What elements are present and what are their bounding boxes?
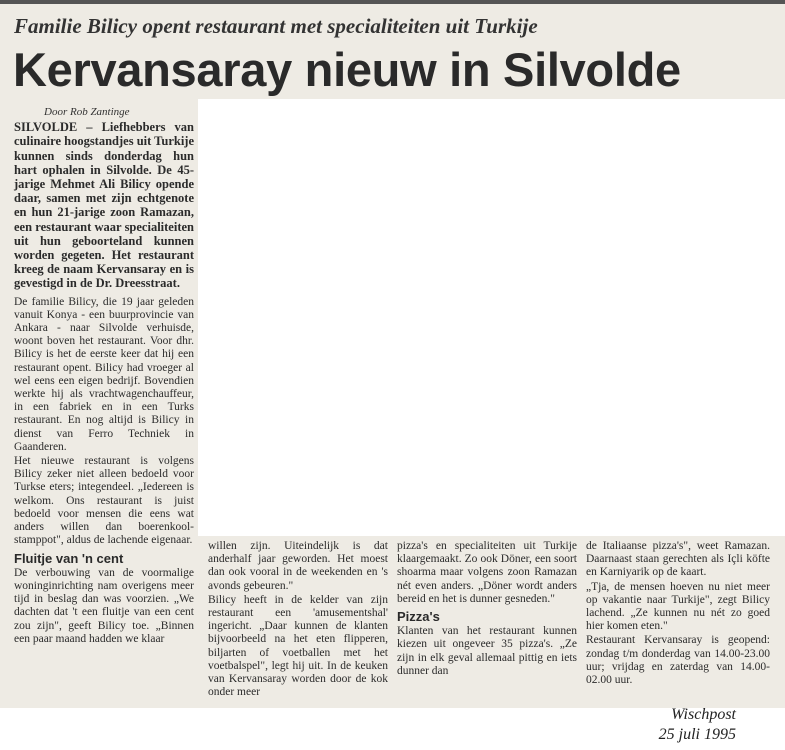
article-byline: Door Rob Zantinge bbox=[44, 106, 130, 118]
article-headline: Kervansaray nieuw in Silvolde bbox=[13, 43, 681, 96]
paragraph: pizza's en specialiteiten uit Turkije klaargemaakt. Zo ook Döner, een soort shoarma maar volgens zoon Ramazan nét even anders. „Döner wordt anders bereid en het is dunner gesneden." bbox=[397, 540, 577, 605]
publication-date: 25 juli 1995 bbox=[658, 726, 736, 743]
article-kicker: Familie Bilicy opent restaurant met specialiteiten uit Turkije bbox=[14, 14, 538, 38]
paragraph: de Italiaanse pizza's", weet Ramazan. Daarnaast staan gerechten als Içli köfte en Karniyarik op de kaart. bbox=[586, 540, 770, 579]
column-3 bbox=[397, 540, 577, 678]
paragraph: De familie Bilicy, die 19 jaar geleden vanuit Konya - een buurprovincie van Ankara - naar Silvolde verhuisde, woont boven het restaurant. Voor dhr. Bilicy is het de eerste keer dat hij een restaurant opent. Bilicy had vroeger al wel eens een eigen bedrijf. Bovendien werkte hij als vrachtwagenchauffeur, in een fabriek en in een Turks restaurant. En nog altijd is Bilicy in dienst van Ferro Techniek in Gaanderen. bbox=[14, 295, 194, 453]
paragraph: Klanten van het restaurant kunnen kiezen uit ongeveer 35 pizza's. „Ze zijn in elk geval allemaal pittig en iets dunner dan bbox=[397, 625, 577, 677]
paragraph: Restaurant Kervansaray is geopend: zondag t/m donderdag van 14.00-23.00 uur; vrijdag en zaterdag van 14.00-02.00 uur. bbox=[586, 634, 770, 687]
newspaper-name: Wischpost bbox=[671, 706, 736, 723]
paragraph: De verbouwing van de voormalige woninginrichting nam overigens meer tijd in beslag dan was voorzien. „We dachten dat 't een fluitje van een cent zou zijn", geeft Bilicy toe. „Binnen een paar maand hadden we klaar bbox=[14, 566, 194, 645]
source-caption bbox=[626, 705, 736, 745]
subheading-pizzas: Pizza's bbox=[397, 609, 440, 625]
subheading-fluitje: Fluitje van 'n cent bbox=[14, 550, 124, 566]
column-4 bbox=[586, 540, 770, 687]
paragraph: willen zijn. Uiteindelijk is dat anderhalf jaar geworden. Het moest dan ook vooral in de weekenden en 's avonds gebeuren." bbox=[208, 540, 388, 592]
paragraph: Het nieuwe restaurant is volgens Bilicy zeker niet alleen bedoeld voor Turkse eters; integendeel. „Iedereen is welkom. Ons restaurant is juist bedoeld voor mensen die eens wat anders willen dan boerenkool-stamppot", aldus de lachende eigenaar. bbox=[14, 455, 194, 547]
paragraph: „Tja, de mensen hoeven nu niet meer op vakantie naar Turkije", zegt Bilicy lachend. „Ze kunnen nu nét zo goed hier komen eten." bbox=[586, 580, 770, 633]
paragraph: Bilicy heeft in de kelder van zijn restaurant een 'amusementshal' ingericht. „Daar kunnen de klanten bijvoorbeeld na het eten flipperen, biljarten of voetballen met het voetbalspel", legt hij uit. In de keuken van Kervansaray worden door de kok onder meer bbox=[208, 593, 388, 699]
photo-placeholder bbox=[198, 99, 785, 536]
article-lead: SILVOLDE – Liefhebbers van culinaire hoogstandjes uit Turkije kunnen sinds donderdag hun hart ophalen in Silvolde. De 45-jarige Mehmet Ali Bilicy opende daar, samen met zijn echtgenote en hun 21-jarige zoon Ramazan, een restaurant waar specialiteiten uit hun geboorteland kunnen worden gegeten. Het restaurant kreeg de naam Kervansaray en is gevestigd in de Dr. Dreesstraat. bbox=[14, 120, 195, 291]
column-1 bbox=[14, 106, 194, 646]
column-2 bbox=[208, 540, 388, 699]
top-rule bbox=[0, 0, 785, 4]
